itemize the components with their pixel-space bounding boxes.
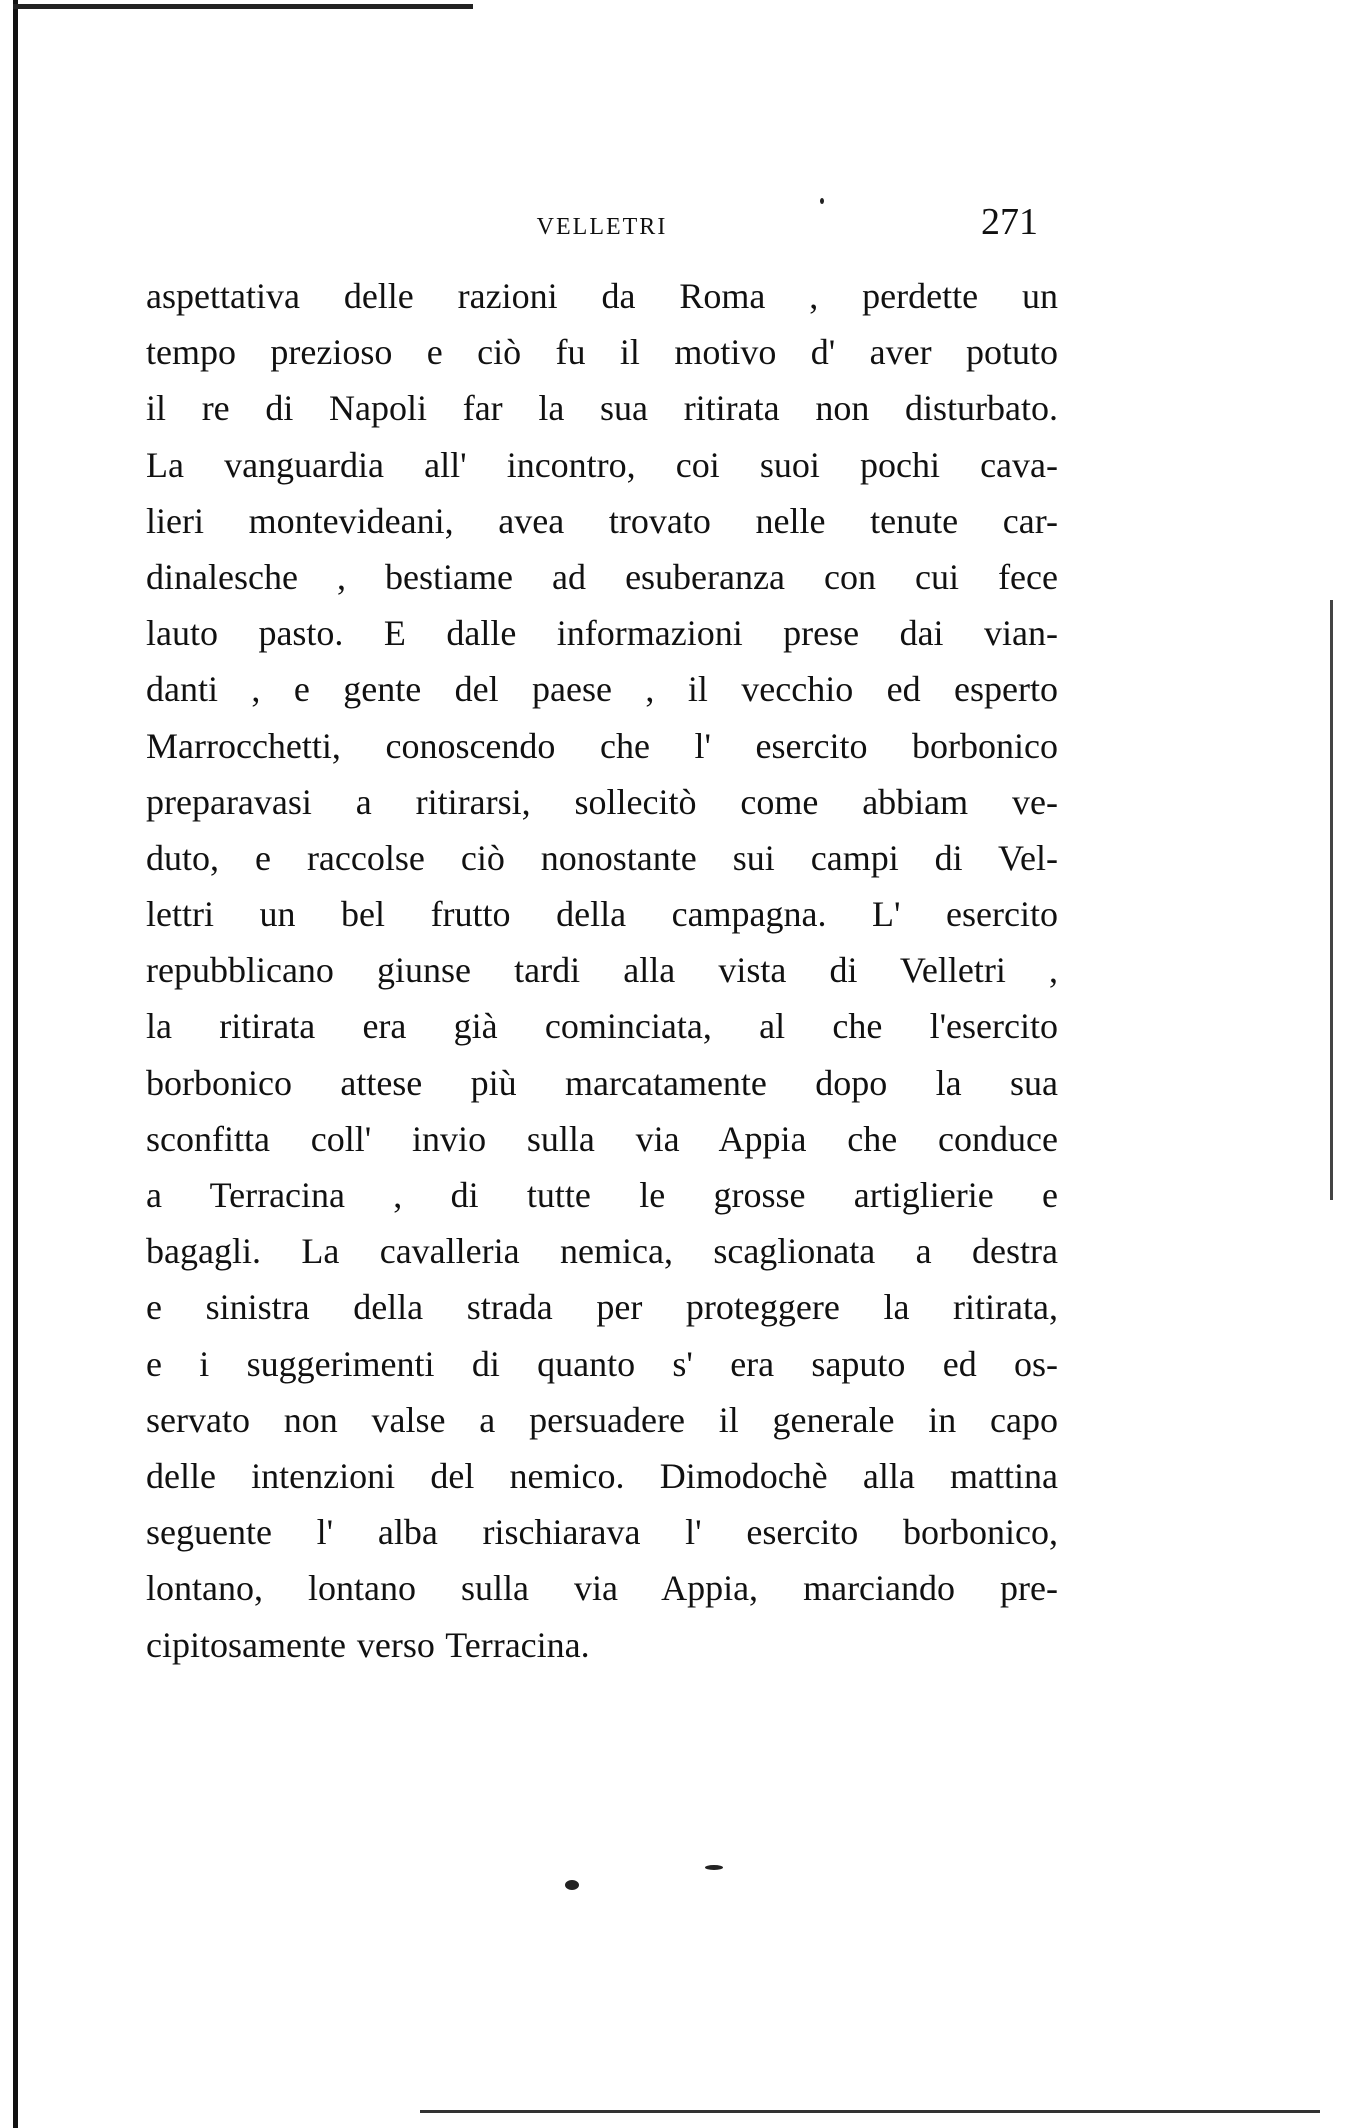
text-line: bagagli. La cavalleria nemica, scaglionata a destra bbox=[146, 1231, 1058, 1272]
text-line: a Terracina , di tutte le grosse artiglierie e bbox=[146, 1175, 1058, 1215]
text-line: servato non valse a persuadere il generale in capo bbox=[146, 1399, 1058, 1440]
scan-speck bbox=[565, 1880, 579, 1890]
text-line: aspettativa delle razioni da Roma , perdette un bbox=[146, 276, 1058, 316]
running-title: VELLETRI bbox=[536, 214, 668, 240]
text-line: il re di Napoli far la sua ritirata non disturbato. bbox=[146, 388, 1058, 429]
scan-border-left bbox=[13, 0, 18, 2128]
scan-border-right bbox=[1330, 600, 1333, 1200]
text-line: borbonico attese più marcatamente dopo la sua bbox=[146, 1062, 1058, 1103]
text-line: preparavasi a ritirarsi, sollecitò come abbiam ve- bbox=[146, 781, 1058, 822]
scan-border-bottom bbox=[420, 2110, 1320, 2113]
text-line: lauto pasto. E dalle informazioni prese dai vian- bbox=[146, 613, 1058, 654]
body-text bbox=[146, 268, 1058, 1673]
text-line: duto, e raccolse ciò nonostante sui campi di Vel- bbox=[146, 837, 1058, 878]
text-line: lontano, lontano sulla via Appia, marciando pre- bbox=[146, 1568, 1058, 1609]
scan-speck bbox=[705, 1865, 723, 1870]
text-line: danti , e gente del paese , il vecchio ed esperto bbox=[146, 669, 1058, 710]
page-header bbox=[146, 200, 1058, 250]
text-line: cipitosamente verso Terracina. bbox=[146, 1624, 590, 1665]
text-line: tempo prezioso e ciò fu il motivo d' aver potuto bbox=[146, 332, 1058, 373]
text-line: lieri montevideani, avea trovato nelle tenute car- bbox=[146, 500, 1058, 541]
text-line: lettri un bel frutto della campagna. L' esercito bbox=[146, 894, 1058, 935]
text-line: la ritirata era già cominciata, al che l'esercito bbox=[146, 1006, 1058, 1047]
text-line: dinalesche , bestiame ad esuberanza con cui fece bbox=[146, 556, 1058, 597]
text-line: Marrocchetti, conoscendo che l' esercito borbonico bbox=[146, 725, 1058, 766]
text-line: repubblicano giunse tardi alla vista di Velletri , bbox=[146, 950, 1058, 991]
text-line: e i suggerimenti di quanto s' era saputo ed os- bbox=[146, 1343, 1058, 1384]
page-number: 271 bbox=[981, 201, 1038, 243]
text-line: sconfitta coll' invio sulla via Appia che conduce bbox=[146, 1118, 1058, 1159]
text-line: La vanguardia all' incontro, coi suoi pochi cava- bbox=[146, 444, 1058, 485]
scan-border-top bbox=[13, 4, 473, 9]
text-line: seguente l' alba rischiarava l' esercito borbonico, bbox=[146, 1512, 1058, 1553]
text-line: delle intenzioni del nemico. Dimodochè alla mattina bbox=[146, 1455, 1058, 1496]
text-line: e sinistra della strada per proteggere la ritirata, bbox=[146, 1287, 1058, 1328]
